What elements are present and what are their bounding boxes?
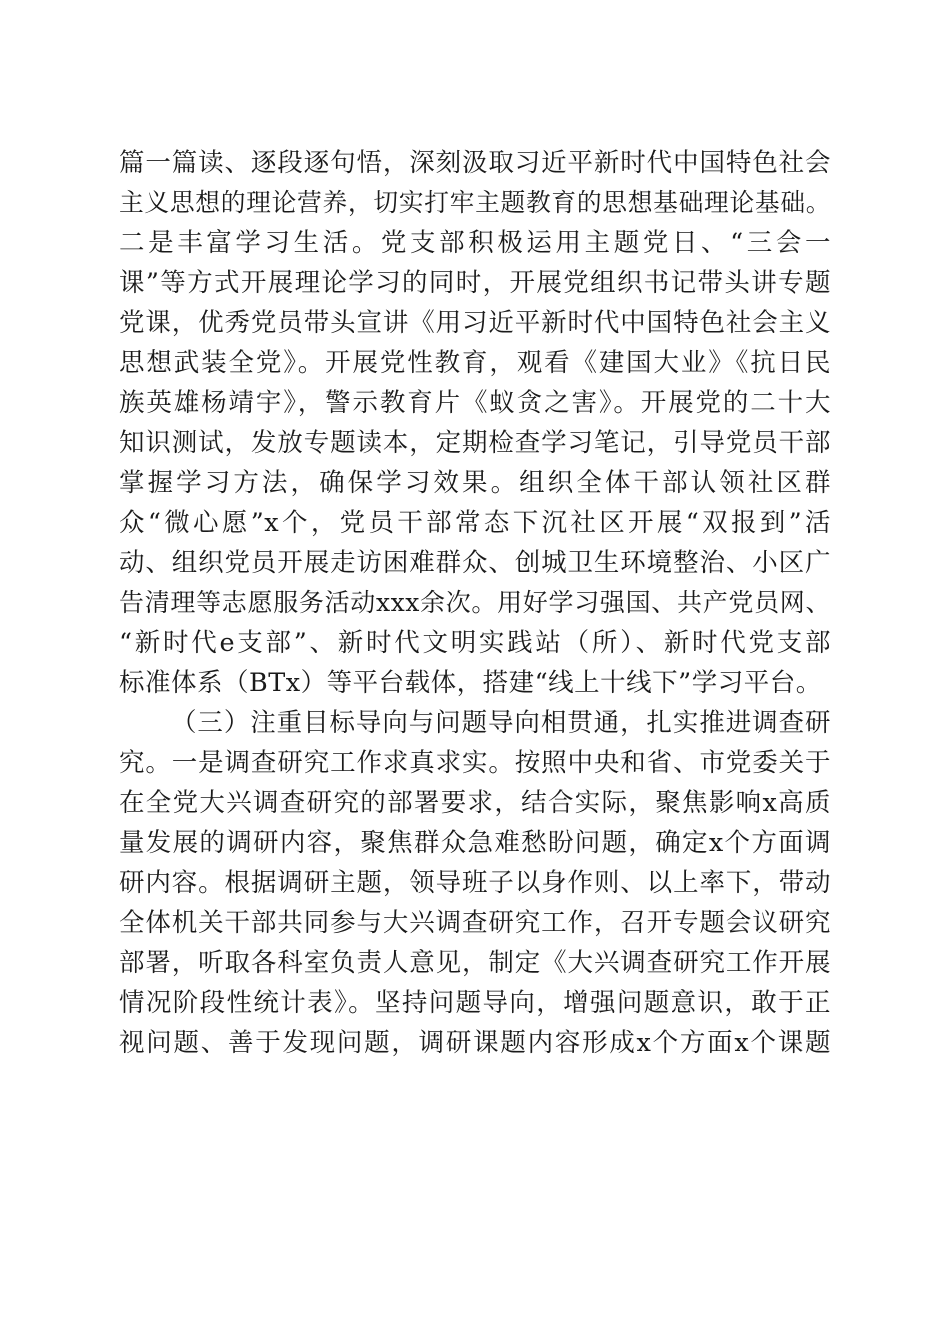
text-line: 部署，听取各科室负责人意见，制定《大兴调查研究工作开展: [119, 948, 831, 978]
text-line: 动、组织党员开展走访困难群众、创城卫生环境整治、小区广: [119, 548, 831, 578]
text-line: 量发展的调研内容，聚焦群众急难愁盼问题，确定x个方面调: [119, 828, 831, 858]
text-line: 思想武装全党》。开展党性教育，观看《建国大业》《抗日民: [119, 348, 831, 378]
section-heading-line: （三）注重目标导向与问题导向相贯通，扎实推进调查研: [171, 708, 831, 738]
text-line: 研内容。根据调研主题，领导班子以身作则、以上率下，带动: [119, 868, 831, 898]
text-line: 标准体系（BTx）等平台载体，搭建“线上十线下”学习平台。: [119, 668, 822, 698]
text-line: 党课，优秀党员带头宣讲《用习近平新时代中国特色社会主义: [119, 308, 831, 338]
text-line: 告清理等志愿服务活动xxx余次。用好学习强国、共产党员网、: [119, 588, 831, 617]
text-line: 知识测试，发放专题读本，定期检查学习笔记，引导党员干部: [119, 428, 831, 458]
text-line: “新时代e支部”、新时代文明实践站（所）、新时代党支部: [119, 628, 831, 658]
text-line: 究。一是调查研究工作求真求实。按照中央和省、市党委关于: [119, 748, 831, 778]
document-body: [119, 143, 831, 1063]
text-line: 视问题、善于发现问题，调研课题内容形成x个方面x个课题: [119, 1028, 831, 1058]
text-line: 众“微心愿”x个，党员干部常态下沉社区开展“双报到”活: [119, 508, 831, 538]
text-line: 族英雄杨靖宇》，警示教育片《蚁贪之害》。开展党的二十大: [119, 388, 831, 418]
text-line: 二是丰富学习生活。党支部积极运用主题党日、“三会一: [119, 228, 831, 258]
text-line: 掌握学习方法，确保学习效果。组织全体干部认领社区群: [119, 468, 831, 498]
text-line: 篇一篇读、逐段逐句悟，深刻汲取习近平新时代中国特色社会: [119, 148, 831, 178]
text-line: 课”等方式开展理论学习的同时，开展党组织书记带头讲专题: [119, 268, 831, 298]
text-line: 主义思想的理论营养，切实打牢主题教育的思想基础理论基础。: [119, 188, 831, 217]
text-line: 全体机关干部共同参与大兴调查研究工作，召开专题会议研究: [119, 908, 831, 938]
text-line: 在全党大兴调查研究的部署要求，结合实际，聚焦影响x高质: [119, 788, 831, 818]
text-line: 情况阶段性统计表》。坚持问题导向，增强问题意识，敢于正: [119, 988, 831, 1018]
